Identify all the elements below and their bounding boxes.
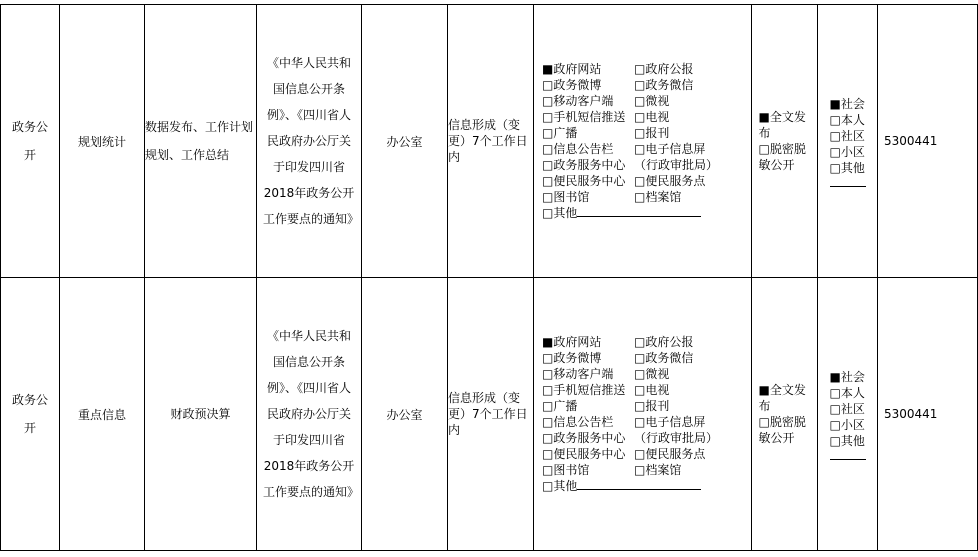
- department-cell: [362, 5, 448, 278]
- channel-option: □报刊: [634, 126, 670, 140]
- publish-mode-option: ■全文发布: [758, 383, 806, 413]
- audience-cell: [818, 5, 878, 278]
- channel-option: □微视: [634, 367, 670, 381]
- category-cell: [1, 278, 60, 551]
- code-cell: [878, 278, 978, 551]
- channel-option: □便民服务中心: [542, 447, 626, 461]
- channel-option: □政务服务中心: [542, 158, 626, 172]
- audience-option: □小区: [829, 144, 865, 159]
- channel-option: □便民服务点: [634, 174, 706, 188]
- channel-other-label: □其他: [542, 479, 578, 493]
- content-text: 数据发布、工作计划规划、工作总结: [145, 120, 254, 162]
- department-cell: [362, 278, 448, 551]
- channel-option: □信息公告栏: [542, 142, 614, 156]
- subcategory-cell: [60, 278, 145, 551]
- audience-option: □小区: [829, 417, 865, 432]
- blank-underline: [830, 180, 866, 187]
- content-text: 财政预决算: [170, 407, 231, 421]
- channel-option: □电视: [634, 110, 670, 124]
- channel-option: □政府公报: [634, 62, 694, 76]
- time-limit-text: 信息形成（变更）7个工作日内: [448, 391, 528, 437]
- subcategory-text: 规划统计: [77, 134, 126, 149]
- channel-option: □电子信息屏: [634, 415, 706, 429]
- channel-option: □手机短信推送: [542, 110, 626, 124]
- table-row: [1, 278, 978, 551]
- audience-option: ■社会: [829, 369, 865, 384]
- channel-option: □电视: [634, 383, 670, 397]
- channel-option: □便民服务中心: [542, 174, 626, 188]
- audience-option: □其他: [829, 160, 865, 175]
- subcategory-text: 重点信息: [77, 407, 126, 422]
- channel-option: ■政府网站: [542, 335, 602, 349]
- audience-list: [830, 369, 866, 460]
- channel-option: □信息公告栏: [542, 415, 614, 429]
- publish-mode-option: ■全文发布: [758, 110, 806, 140]
- channel-option: □报刊: [634, 399, 670, 413]
- basis-text: 《中华人民共和国信息公开条例》、《四川省人民政府办公厅关于印发四川省2018年政务公开工作要点的通知》: [263, 329, 360, 499]
- publish-mode-option: □脱密脱敏公开: [758, 415, 806, 445]
- category-cell: [1, 5, 60, 278]
- audience-cell: [818, 278, 878, 551]
- audience-option: □社区: [829, 401, 865, 416]
- channel-option: □政务微信: [634, 78, 694, 92]
- channel-option: □电子信息屏: [634, 142, 706, 156]
- basis-text: 《中华人民共和国信息公开条例》、《四川省人民政府办公厅关于印发四川省2018年政务公开工作要点的通知》: [263, 56, 360, 226]
- channel-option: □广播: [542, 126, 578, 140]
- channel-option: □手机短信推送: [542, 383, 626, 397]
- channel-other-option: [542, 205, 744, 221]
- channel-option: □图书馆: [542, 190, 590, 204]
- channel-option: □广播: [542, 399, 578, 413]
- channel-option: □微视: [634, 94, 670, 108]
- audience-option: □本人: [829, 385, 865, 400]
- table-row: [1, 5, 978, 278]
- channel-option: □档案馆: [634, 190, 682, 204]
- channel-option: □政务服务中心: [542, 431, 626, 445]
- channel-other-label: □其他: [542, 206, 578, 220]
- channel-option: □政务微博: [542, 78, 602, 92]
- channel-list: [542, 61, 751, 221]
- audience-option: ■社会: [829, 96, 865, 111]
- time-limit-cell: [448, 278, 534, 551]
- audience-option: □本人: [829, 112, 865, 127]
- publish-mode-list: [759, 109, 811, 173]
- publish-mode-list: [759, 382, 811, 446]
- channel-other-option: [542, 478, 744, 494]
- blank-underline: [577, 206, 701, 217]
- channels-cell: [534, 5, 752, 278]
- channel-option: □政务微博: [542, 351, 602, 365]
- channel-option: □便民服务点: [634, 447, 706, 461]
- department-text: 办公室: [386, 134, 423, 149]
- time-limit-cell: [448, 5, 534, 278]
- publish-mode-cell: [752, 5, 818, 278]
- channel-option: □档案馆: [634, 463, 682, 477]
- category-text: 政务公开: [11, 120, 48, 162]
- basis-cell: [257, 278, 362, 551]
- channel-option: □移动客户端: [542, 367, 614, 381]
- publish-mode-cell: [752, 278, 818, 551]
- table-body: [1, 5, 978, 551]
- channel-option: □图书馆: [542, 463, 590, 477]
- channel-option: ■政府网站: [542, 62, 602, 76]
- time-limit-text: 信息形成（变更）7个工作日内: [448, 118, 528, 164]
- basis-cell: [257, 5, 362, 278]
- code-text: 5300441: [884, 407, 938, 421]
- subcategory-cell: [60, 5, 145, 278]
- blank-underline: [577, 479, 701, 490]
- channel-option: （行政审批局）: [634, 158, 719, 172]
- channel-option: □移动客户端: [542, 94, 614, 108]
- audience-option: □其他: [829, 433, 865, 448]
- disclosure-table: [0, 4, 978, 551]
- audience-list: [830, 96, 866, 187]
- content-cell: [145, 5, 257, 278]
- publish-mode-option: □脱密脱敏公开: [758, 142, 806, 172]
- channels-cell: [534, 278, 752, 551]
- channel-option: □政府公报: [634, 335, 694, 349]
- channel-list: [542, 334, 751, 494]
- code-cell: [878, 5, 978, 278]
- audience-option: □社区: [829, 128, 865, 143]
- department-text: 办公室: [386, 407, 423, 422]
- code-text: 5300441: [884, 134, 938, 148]
- blank-underline: [830, 453, 866, 460]
- channel-option: （行政审批局）: [634, 431, 719, 445]
- content-cell: [145, 278, 257, 551]
- channel-option: □政务微信: [634, 351, 694, 365]
- category-text: 政务公开: [11, 393, 48, 435]
